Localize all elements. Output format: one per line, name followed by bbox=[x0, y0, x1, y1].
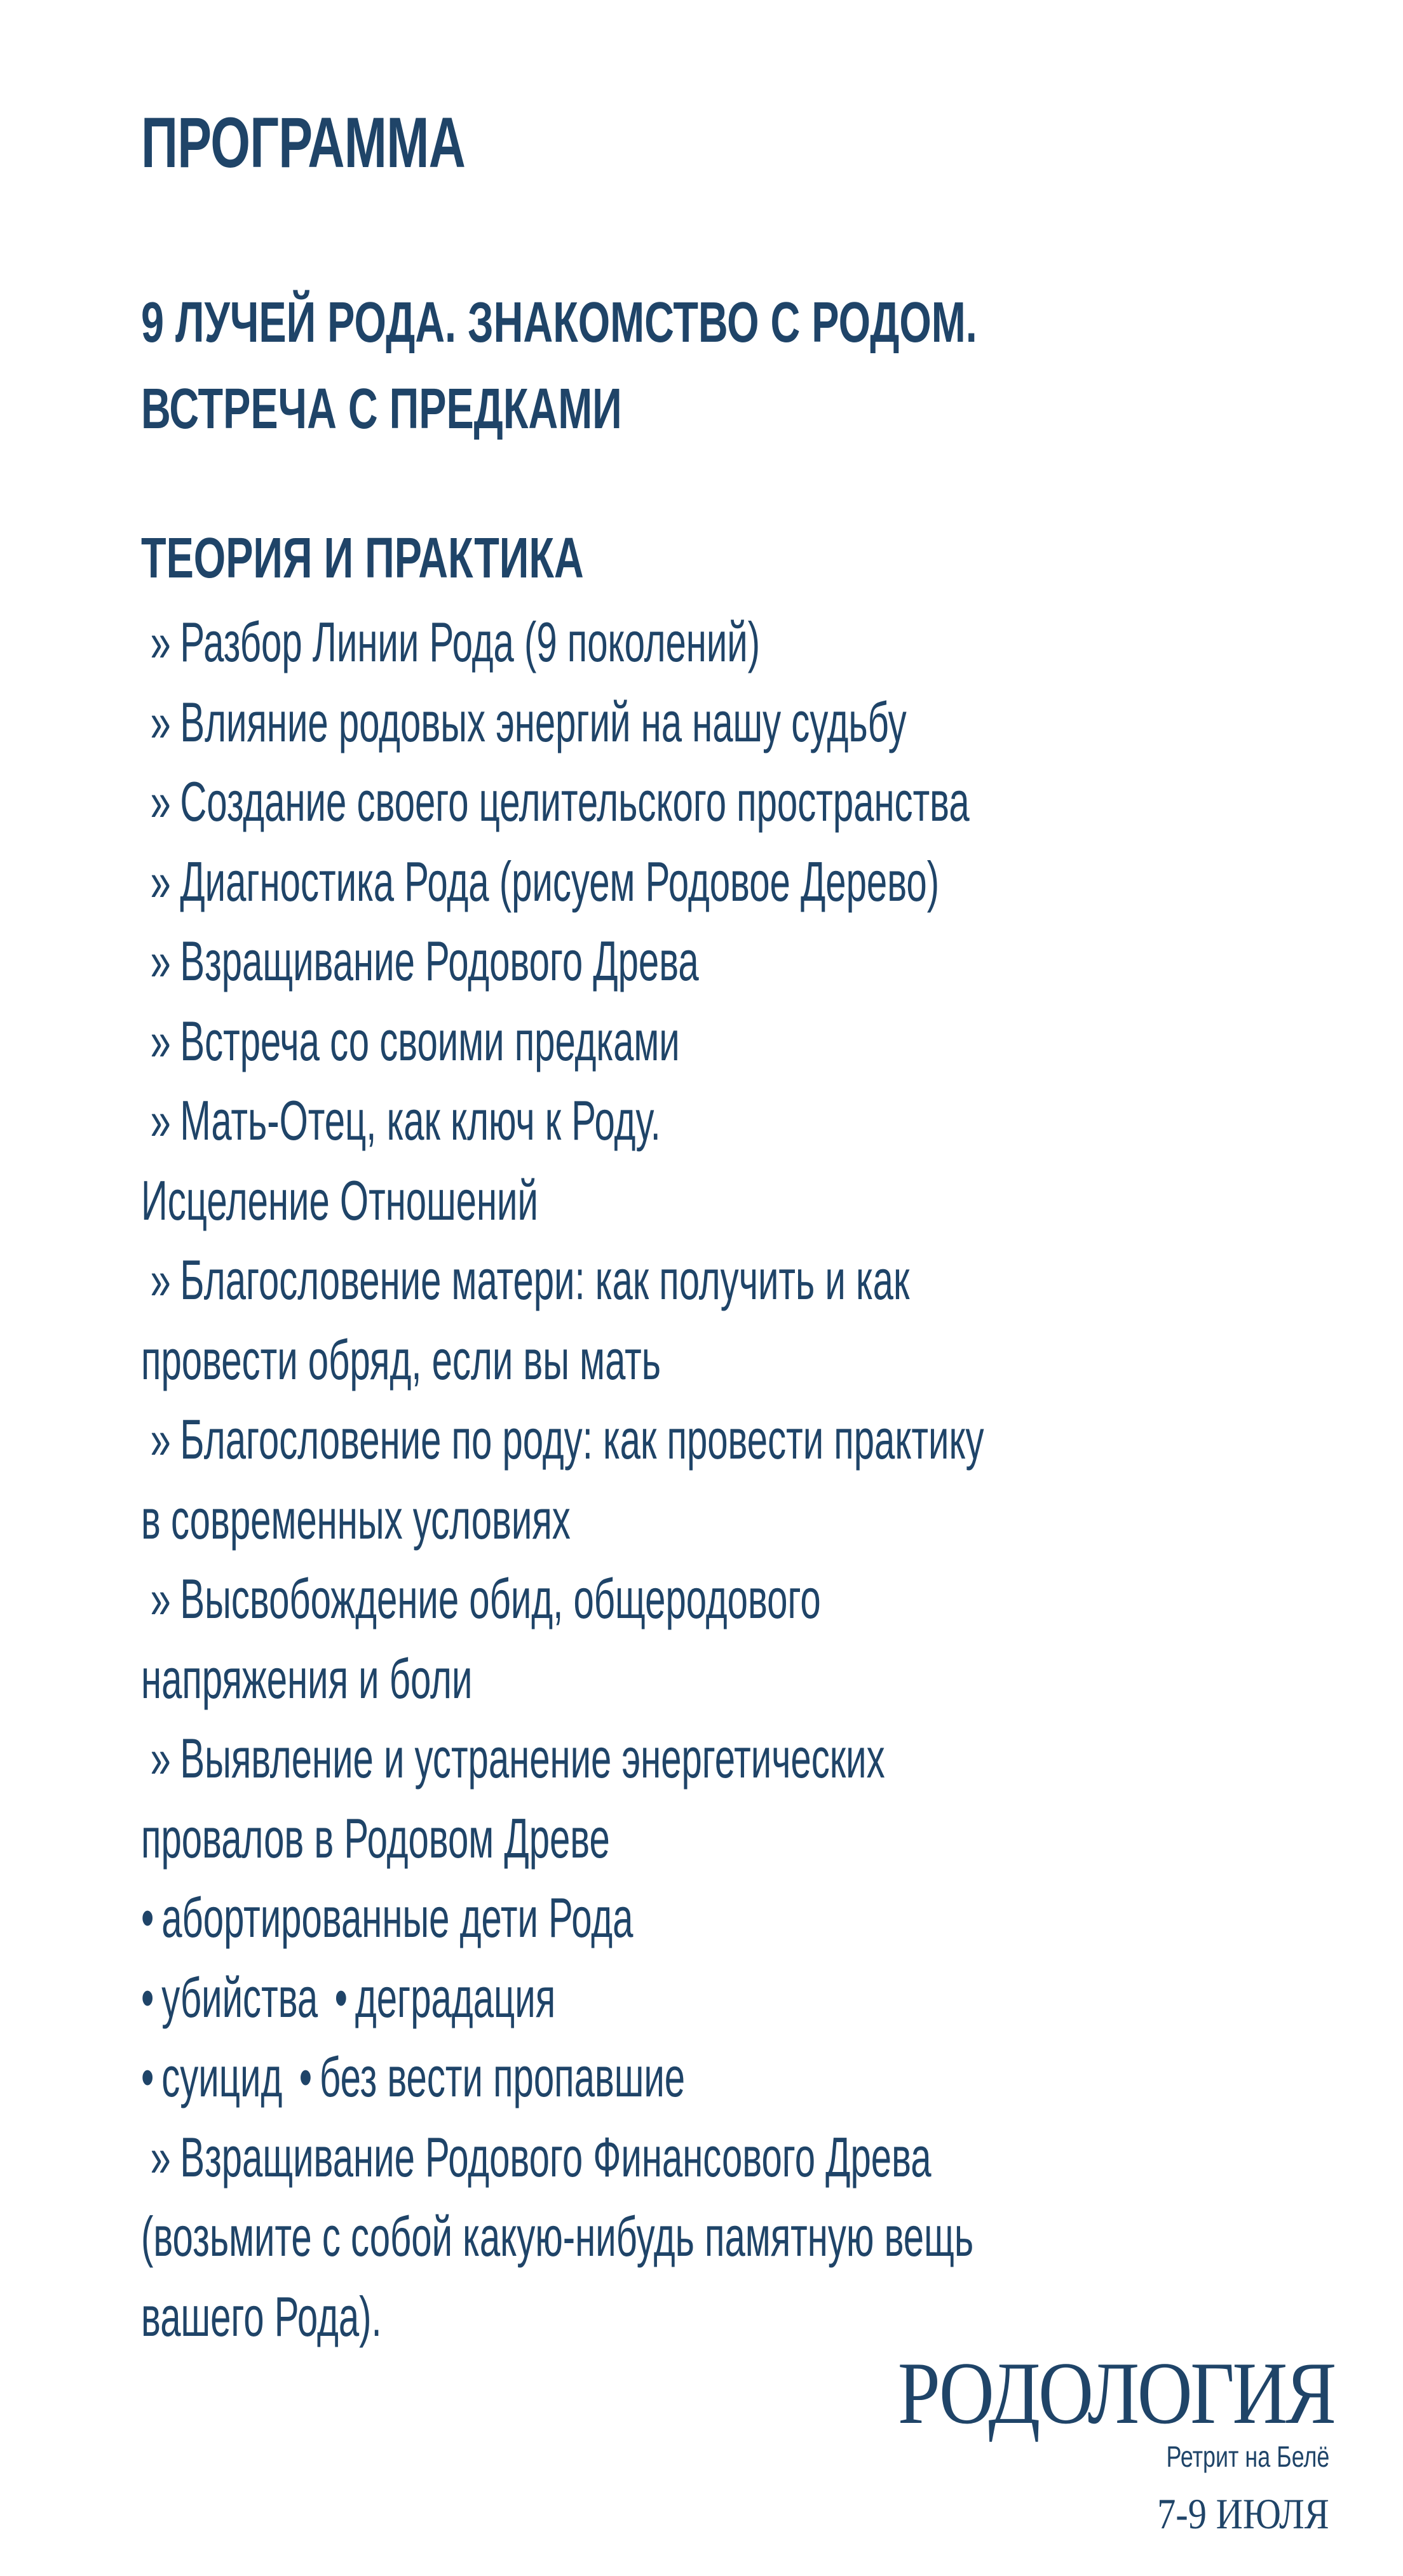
program-heading-line: 9 ЛУЧЕЙ РОДА. ЗНАКОМСТВО С РОДОМ. bbox=[141, 291, 977, 354]
page-title: ПРОГРАММА bbox=[141, 103, 466, 182]
list-item bbox=[141, 1480, 984, 1560]
list-item-text: абортированные дети Рода bbox=[161, 1886, 634, 1949]
bullet-dot-icon: • bbox=[141, 1966, 154, 2029]
list-item bbox=[141, 1559, 984, 1639]
list-item-text: Встреча со своими предками bbox=[180, 1009, 680, 1072]
double-chevron-right-icon: » bbox=[150, 690, 171, 753]
double-chevron-right-icon: » bbox=[150, 1248, 171, 1311]
list-item-text: Взращивание Родового Финансового Древа bbox=[180, 2125, 932, 2188]
list-item-text: суицид bbox=[161, 2046, 283, 2108]
logo-subtitle: Ретрит на Белё bbox=[1166, 2440, 1329, 2473]
list-item-text: Благословение матери: как получить и как bbox=[180, 1248, 910, 1311]
double-chevron-right-icon: » bbox=[150, 849, 171, 913]
list-item bbox=[141, 602, 984, 682]
bullet-dot-icon: • bbox=[141, 1886, 154, 1949]
list-item bbox=[141, 682, 984, 762]
double-chevron-right-icon: » bbox=[150, 610, 171, 673]
list-item-text: убийства bbox=[161, 1966, 318, 2029]
list-item bbox=[141, 1718, 984, 1798]
list-item bbox=[141, 842, 984, 922]
list-item bbox=[141, 762, 984, 842]
list-item-text: Благословение по роду: как провести практику bbox=[180, 1408, 984, 1471]
double-chevron-right-icon: » bbox=[150, 929, 171, 992]
list-item-text: Создание своего целительского пространства bbox=[180, 770, 970, 833]
list-item-text: (возьмите с собой какую-нибудь памятную вещь bbox=[141, 2205, 974, 2268]
double-chevron-right-icon: » bbox=[150, 1408, 171, 1471]
list-item bbox=[141, 1958, 984, 2038]
list-item-text: Влияние родовых энергий на нашу судьбу bbox=[180, 690, 907, 753]
double-chevron-right-icon: » bbox=[150, 1009, 171, 1072]
list-item-text: Исцеление Отношений bbox=[141, 1168, 538, 1232]
list-item-text: вашего Рода). bbox=[141, 2284, 382, 2348]
section-subheading: ТЕОРИЯ И ПРАКТИКА bbox=[141, 527, 584, 590]
program-heading bbox=[141, 280, 977, 452]
logo-wordmark: РОДОЛОГИЯ bbox=[898, 2344, 1334, 2443]
list-item bbox=[141, 1161, 984, 1241]
list-item-text: Мать-Отец, как ключ к Роду. bbox=[180, 1089, 661, 1152]
bullet-dot-icon: • bbox=[141, 2046, 154, 2108]
list-item-text: Диагностика Рода (рисуем Родовое Дерево) bbox=[180, 849, 940, 913]
list-item-text: без вести пропавшие bbox=[319, 2046, 686, 2108]
list-item bbox=[141, 1798, 984, 1878]
list-item-text: деградация bbox=[355, 1966, 556, 2029]
bullet-dot-icon: • bbox=[334, 1966, 348, 2029]
double-chevron-right-icon: » bbox=[150, 770, 171, 833]
double-chevron-right-icon: » bbox=[150, 1089, 171, 1152]
list-item-text: Разбор Линии Рода (9 поколений) bbox=[180, 610, 761, 673]
list-item bbox=[141, 1001, 984, 1081]
list-item-text: в современных условиях bbox=[141, 1487, 571, 1551]
double-chevron-right-icon: » bbox=[150, 1567, 171, 1630]
list-item bbox=[141, 1081, 984, 1161]
program-list bbox=[141, 602, 984, 2356]
list-item bbox=[141, 2197, 984, 2277]
list-item-text: Выявление и устранение энергетических bbox=[180, 1727, 885, 1790]
double-chevron-right-icon: » bbox=[150, 2125, 171, 2188]
list-item bbox=[141, 1639, 984, 1719]
list-item bbox=[141, 1399, 984, 1480]
list-item-text: провести обряд, если вы мать bbox=[141, 1328, 661, 1391]
list-item bbox=[141, 1240, 984, 1320]
event-dates: 7-9 ИЮЛЯ bbox=[1157, 2490, 1329, 2538]
list-item bbox=[141, 921, 984, 1001]
list-item bbox=[141, 2037, 984, 2117]
double-chevron-right-icon: » bbox=[150, 1727, 171, 1790]
list-item-text: напряжения и боли bbox=[141, 1647, 473, 1710]
list-item-text: провалов в Родовом Древе bbox=[141, 1806, 610, 1870]
list-item bbox=[141, 2117, 984, 2197]
list-item bbox=[141, 1320, 984, 1400]
bullet-dot-icon: • bbox=[299, 2046, 313, 2108]
list-item-text: Взращивание Родового Древа bbox=[180, 929, 699, 992]
program-heading-line: ВСТРЕЧА С ПРЕДКАМИ bbox=[141, 377, 622, 441]
list-item bbox=[141, 2277, 984, 2357]
list-item-text: Высвобождение обид, общеродового bbox=[180, 1567, 821, 1630]
list-item bbox=[141, 1878, 984, 1958]
